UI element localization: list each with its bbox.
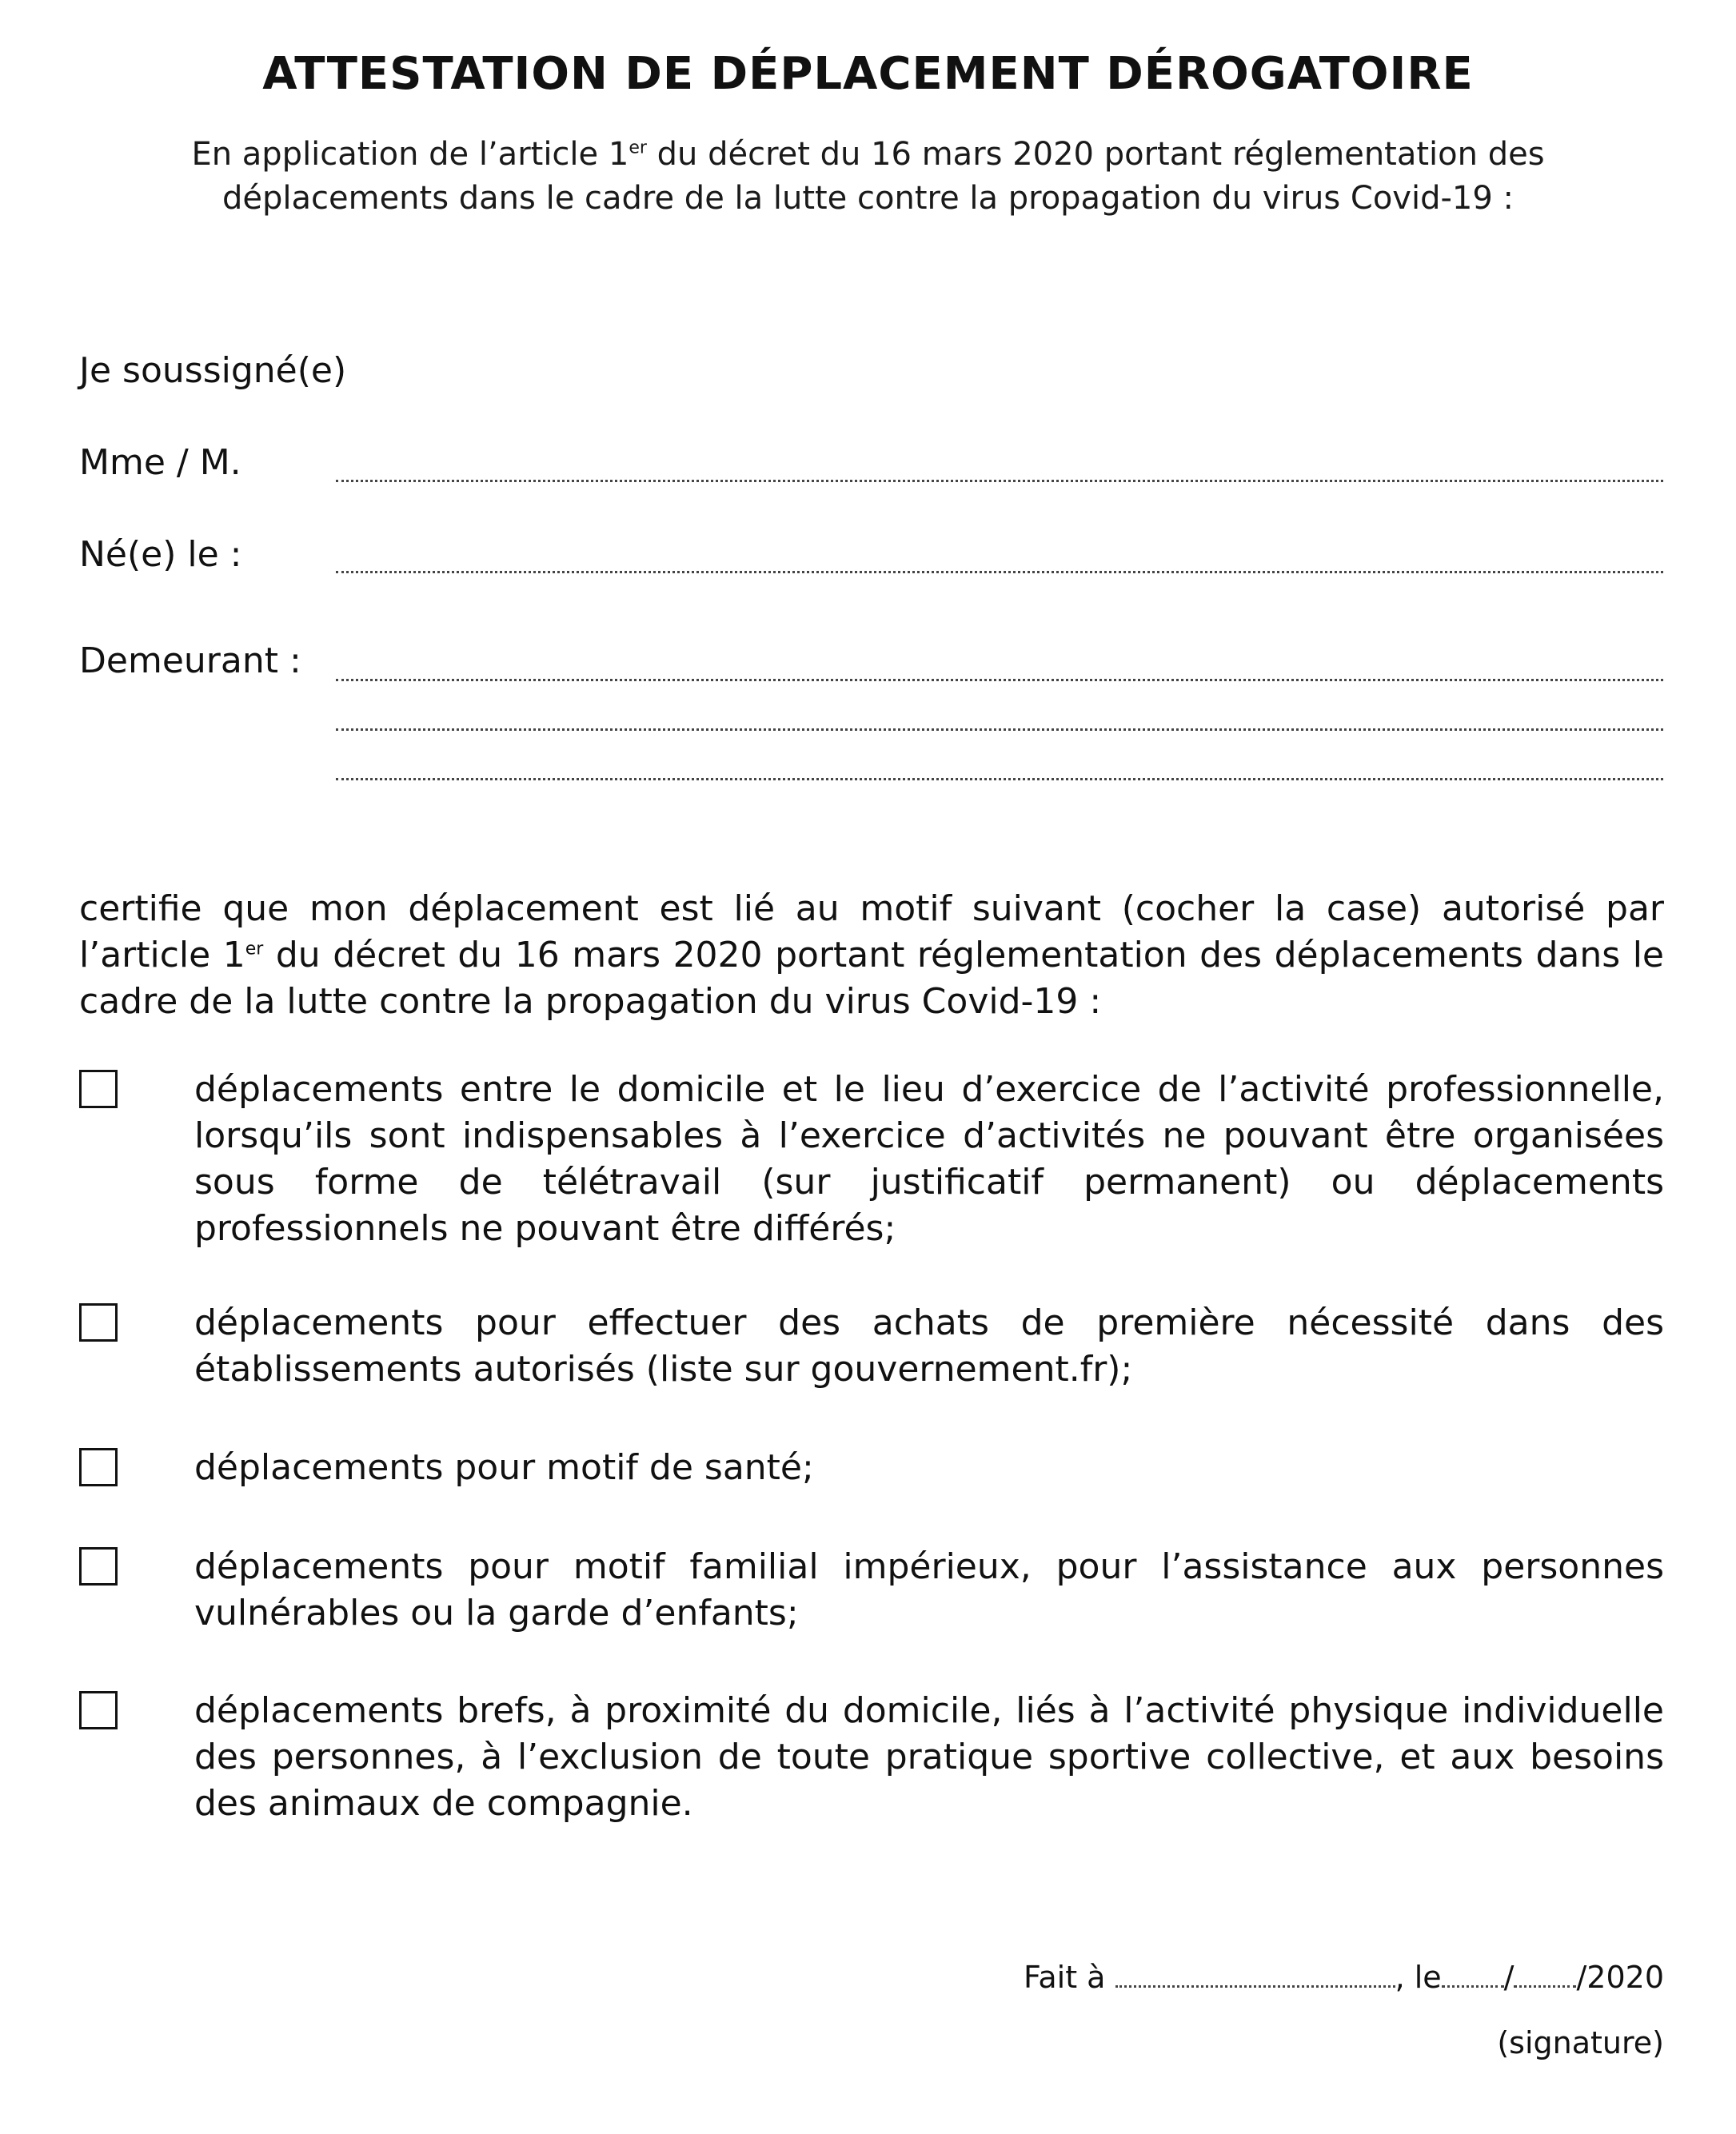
made-at-label: Fait à [1023,1960,1106,1995]
option-essential-purchases: déplacements pour effectuer des achats de première nécessité dans des établissements autorisés (liste sur gouvernement.fr); [194,1302,1664,1390]
date-slash: / [1503,1960,1515,1995]
checkbox-physical-activity[interactable] [79,1691,118,1729]
checkbox-family[interactable] [79,1547,118,1586]
preamble-text-start: En application de l’article 1 [191,136,629,173]
address-label: Demeurant : [79,640,301,681]
preamble-text-end: du décret du 16 mars 2020 portant réglementation des déplacements dans le cadre de la lutte contre la propagation du virus Covid-19 : [221,136,1545,217]
document-title: ATTESTATION DE DÉPLACEMENT DÉROGATOIRE [262,48,1474,100]
certification-paragraph [79,886,1664,1025]
address-field-line-1[interactable] [336,679,1663,681]
place-field[interactable] [1115,1961,1395,1988]
checkbox-essential-purchases[interactable] [79,1303,118,1342]
birth-date-field[interactable] [336,571,1663,573]
option-family: déplacements pour motif familial impérieux, pour l’assistance aux personnes vulnérables ou la garde d’enfants; [194,1546,1664,1633]
legal-preamble [120,133,1616,221]
month-field[interactable] [1514,1961,1576,1988]
certification-line-1: certifie que mon déplacement est lié au motif suivant (cocher la case) autorisé par [79,888,1664,929]
certification-line-2-start: l’article 1 [79,935,245,975]
option-health: déplacements pour motif de santé; [194,1447,814,1488]
checkbox-work-travel[interactable] [79,1070,118,1108]
year-text: /2020 [1576,1960,1664,1995]
birth-date-label: Né(e) le : [79,534,242,575]
place-date-line [1024,1957,1664,1997]
option-physical-activity: déplacements brefs, à proximité du domicile, liés à l’activité physique individuelle des personnes, à l’exclusion de toute pratique sportive collective, et aux besoins des animaux de compagnie. [194,1690,1664,1824]
preamble-superscript: er [629,138,647,158]
date-label: , le [1395,1960,1442,1995]
name-label: Mme / M. [79,442,241,483]
undersigned-label: Je soussigné(e) [79,350,347,391]
name-field[interactable] [336,480,1663,482]
option-work-travel: déplacements entre le domicile et le lieu d’exercice de l’activité professionnelle, lorsqu’ils sont indispensables à l’exercice d’activités ne pouvant être organisées sous forme de télétravail (sur justificatif permanent) ou déplacements professionnels ne pouvant être différés; [194,1069,1664,1249]
address-field-line-3[interactable] [336,778,1663,780]
day-field[interactable] [1442,1961,1504,1988]
checkbox-health[interactable] [79,1448,118,1486]
certification-line-2-end: du décret du 16 mars 2020 portant réglementation des déplacements dans le cadre de la lutte contre la propagation du virus Covid-19 : [79,935,1664,1022]
address-field-line-2[interactable] [336,728,1663,731]
signature-label: (signature) [1497,2025,1664,2060]
certification-superscript: er [245,939,264,959]
